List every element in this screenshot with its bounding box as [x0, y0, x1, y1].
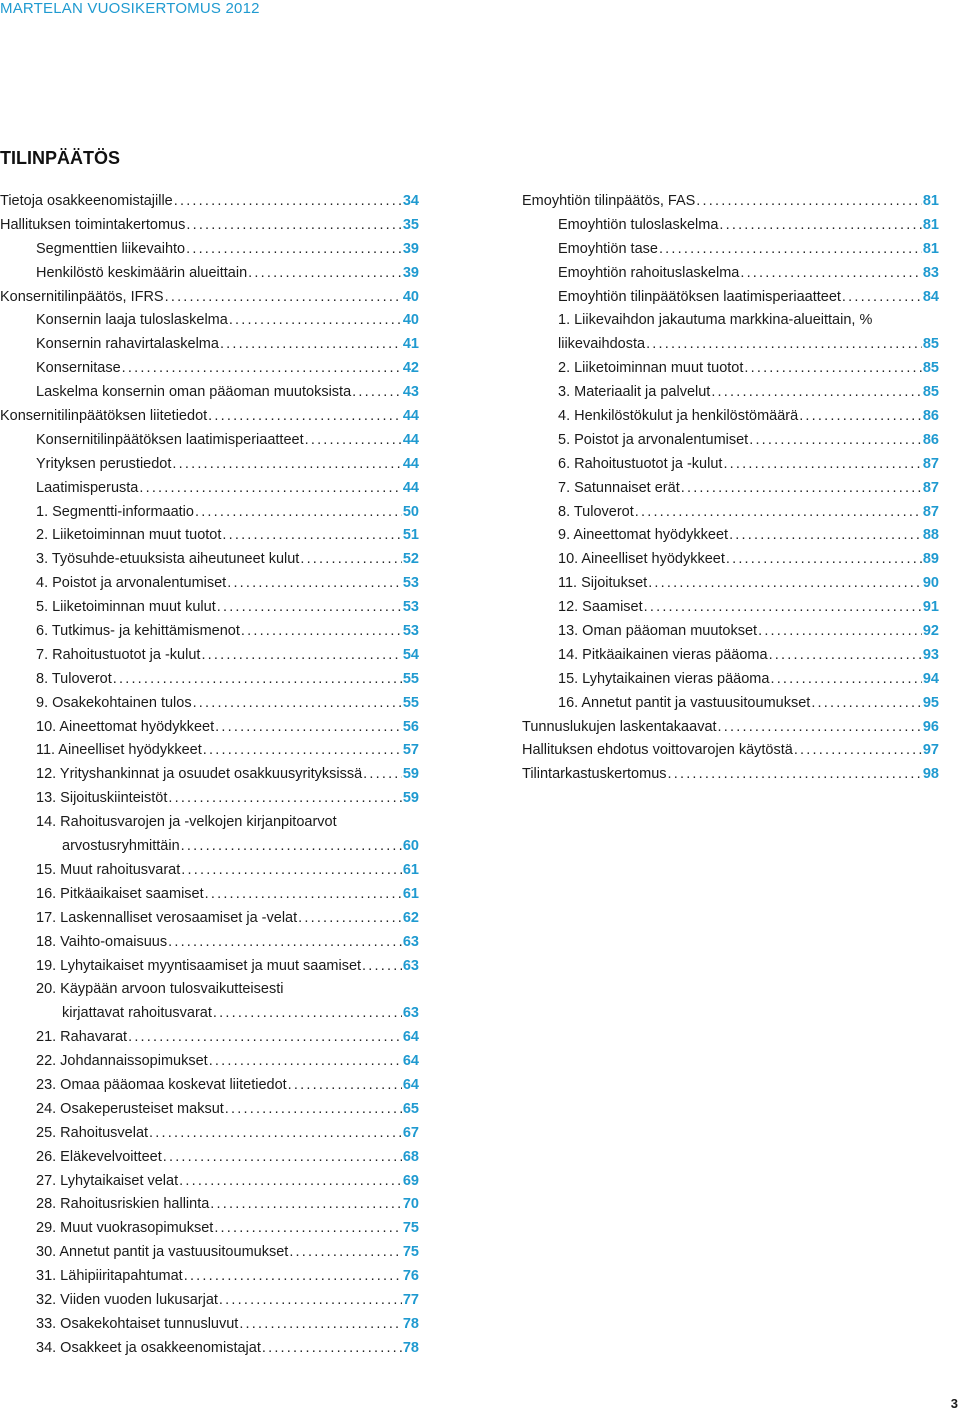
toc-entry[interactable]	[522, 575, 939, 599]
toc-entry-page: 90	[922, 575, 939, 592]
toc-entry-page: 61	[402, 861, 419, 878]
toc-entry-label: 10. Aineettomat hyödykkeet	[36, 718, 215, 735]
toc-entry-page: 43	[402, 384, 419, 401]
toc-leader-dots	[174, 193, 402, 209]
toc-entry[interactable]	[0, 623, 419, 647]
toc-entry[interactable]	[522, 695, 939, 719]
toc-leader-dots	[362, 958, 402, 974]
toc-entry[interactable]	[0, 1340, 419, 1364]
toc-entry-label: liikevaihdosta	[558, 336, 646, 353]
toc-entry[interactable]	[0, 384, 419, 408]
toc-leader-dots	[635, 504, 922, 520]
toc-entry-page: 50	[402, 503, 419, 520]
toc-leader-dots	[122, 360, 402, 376]
toc-entry-label: Hallituksen toimintakertomus	[0, 216, 186, 233]
toc-leader-dots	[298, 910, 402, 926]
toc-leader-dots	[648, 575, 922, 591]
toc-entry[interactable]	[0, 1196, 419, 1220]
toc-entry[interactable]	[0, 766, 419, 790]
toc-entry-label: 18. Vaihto-omaisuus	[36, 933, 168, 950]
toc-entry-label: 23. Omaa pääomaa koskevat liitetiedot	[36, 1076, 287, 1093]
toc-entry[interactable]	[0, 551, 419, 575]
toc-entry-label: arvostusryhmittäin	[62, 838, 180, 855]
toc-entry-page: 64	[402, 1076, 419, 1093]
toc-entry-page: 56	[402, 718, 419, 735]
toc-entry[interactable]	[0, 671, 419, 695]
toc-entry-label: 33. Osakekohtaiset tunnusluvut	[36, 1315, 239, 1332]
toc-entry-page: 86	[922, 408, 939, 425]
toc-leader-dots	[644, 599, 922, 615]
toc-entry-page: 94	[922, 670, 939, 687]
toc-entry-page: 40	[402, 312, 419, 329]
toc-entry-label: Emoyhtiön tase	[558, 240, 658, 257]
toc-entry[interactable]	[0, 910, 419, 934]
toc-leader-dots	[239, 1316, 402, 1332]
toc-entry-page: 78	[402, 1315, 419, 1332]
toc-entry-label: 4. Henkilöstökulut ja henkilöstömäärä	[558, 408, 799, 425]
toc-entry-label: Konsernitase	[36, 360, 121, 377]
toc-entry-label: 3. Työsuhde-etuuksista aiheutuneet kulut	[36, 551, 300, 568]
toc-leader-dots	[220, 336, 402, 352]
toc-entry-label: 32. Viiden vuoden lukusarjat	[36, 1291, 218, 1308]
toc-entry-label: 29. Muut vuokrasopimukset	[36, 1220, 214, 1237]
toc-leader-dots	[222, 527, 401, 543]
toc-entry[interactable]	[0, 790, 419, 814]
toc-entry-page: 97	[922, 742, 939, 759]
toc-entry[interactable]	[522, 408, 939, 432]
toc-entry[interactable]	[522, 766, 939, 790]
toc-entry-label: 10. Aineelliset hyödykkeet	[558, 551, 725, 568]
toc-entry-page: 96	[922, 718, 939, 735]
toc-entry-label: 9. Aineettomat hyödykkeet	[558, 527, 729, 544]
toc-leader-dots	[729, 527, 922, 543]
toc-entry[interactable]	[522, 623, 939, 647]
toc-leader-dots	[208, 408, 402, 424]
toc-entry-label: 1. Segmentti-informaatio	[36, 503, 194, 520]
toc-entry-label: Konsernin laaja tuloslaskelma	[36, 312, 228, 329]
toc-entry-page: 67	[402, 1124, 419, 1141]
toc-leader-dots	[203, 742, 402, 758]
toc-entry[interactable]	[0, 742, 419, 766]
toc-entry[interactable]	[0, 647, 419, 671]
report-header: MARTELAN VUOSIKERTOMUS 2012	[0, 0, 260, 17]
toc-entry[interactable]	[0, 599, 419, 623]
toc-leader-dots	[213, 1005, 402, 1021]
toc-leader-dots	[214, 1220, 402, 1236]
toc-entry[interactable]	[0, 1220, 419, 1244]
toc-entry-label: 19. Lyhytaikaiset myyntisaamiset ja muut saamiset	[36, 957, 362, 974]
toc-leader-dots	[696, 193, 922, 209]
toc-entry-label: 20. Käypään arvoon tulosvaikutteisesti	[36, 981, 284, 998]
toc-entry-page: 69	[402, 1172, 419, 1189]
toc-leader-dots	[181, 838, 402, 854]
toc-entry-page: 93	[922, 646, 939, 663]
toc-entry[interactable]	[0, 1149, 419, 1173]
toc-entry-page: 44	[402, 431, 419, 448]
toc-entry[interactable]	[522, 456, 939, 480]
toc-leader-dots	[181, 862, 402, 878]
toc-entry-label: 2. Liiketoiminnan muut tuotot	[558, 360, 744, 377]
toc-leader-dots	[139, 480, 402, 496]
toc-entry-page: 75	[402, 1244, 419, 1261]
toc-right-column	[522, 193, 939, 790]
toc-entry[interactable]	[522, 742, 939, 766]
toc-entry-page: 39	[402, 264, 419, 281]
toc-entry-page: 59	[402, 790, 419, 807]
toc-entry[interactable]	[0, 432, 419, 456]
toc-leader-dots	[300, 551, 402, 567]
toc-entry-label: Tunnuslukujen laskentakaavat	[522, 718, 717, 735]
toc-entry-page: 86	[922, 431, 939, 448]
toc-entry-page: 35	[402, 216, 419, 233]
toc-entry[interactable]	[0, 575, 419, 599]
toc-leader-dots	[744, 360, 921, 376]
toc-entry-label: 7. Rahoitustuotot ja -kulut	[36, 646, 201, 663]
toc-leader-dots	[289, 1244, 402, 1260]
toc-entry-page: 84	[922, 288, 939, 305]
toc-entry-label: 3. Materiaalit ja palvelut	[558, 384, 711, 401]
toc-entry-page: 60	[402, 838, 419, 855]
toc-entry[interactable]	[0, 981, 419, 1005]
toc-leader-dots	[149, 1125, 402, 1141]
toc-leader-dots	[184, 1268, 402, 1284]
toc-entry-label: 8. Tuloverot	[36, 670, 112, 687]
toc-entry[interactable]	[522, 360, 939, 384]
toc-leader-dots	[163, 1149, 402, 1165]
toc-entry-page: 81	[922, 193, 939, 209]
toc-entry-page: 61	[402, 885, 419, 902]
toc-entry[interactable]	[522, 336, 939, 360]
toc-leader-dots	[209, 1053, 402, 1069]
toc-entry-label: 34. Osakkeet ja osakkeenomistajat	[36, 1339, 261, 1356]
toc-leader-dots	[681, 480, 922, 496]
toc-entry-page: 41	[402, 336, 419, 353]
toc-entry-page: 53	[402, 575, 419, 592]
toc-entry[interactable]	[0, 504, 419, 528]
toc-entry-label: Konsernitilinpäätös, IFRS	[0, 288, 164, 305]
toc-entry[interactable]	[0, 1005, 419, 1029]
toc-leader-dots	[770, 671, 921, 687]
toc-entry[interactable]	[522, 312, 939, 336]
toc-entry-label: 25. Rahoitusvelat	[36, 1124, 149, 1141]
toc-entry-page: 63	[402, 933, 419, 950]
toc-leader-dots	[646, 336, 922, 352]
toc-leader-dots	[749, 432, 922, 448]
toc-entry-page: 55	[402, 694, 419, 711]
toc-entry-page: 85	[922, 384, 939, 401]
toc-entry-label: 26. Eläkevelvoitteet	[36, 1148, 162, 1165]
toc-entry[interactable]	[0, 1053, 419, 1077]
toc-entry-label: Henkilöstö keskimäärin alueittain	[36, 264, 248, 281]
toc-entry-page: 85	[922, 360, 939, 377]
toc-entry-page: 75	[402, 1220, 419, 1237]
toc-leader-dots	[186, 241, 402, 257]
toc-entry-label: 9. Osakekohtainen tulos	[36, 694, 192, 711]
toc-entry[interactable]	[0, 1244, 419, 1268]
toc-entry-label: Tilintarkastuskertomus	[522, 766, 667, 783]
toc-entry-label: Emoyhtiön rahoituslaskelma	[558, 264, 740, 281]
toc-entry[interactable]	[0, 480, 419, 504]
toc-entry-label: 16. Pitkäaikaiset saamiset	[36, 885, 204, 902]
toc-entry-page: 85	[922, 336, 939, 353]
toc-entry[interactable]	[0, 289, 419, 313]
toc-entry-page: 87	[922, 503, 939, 520]
toc-entry-label: 8. Tuloverot	[558, 503, 634, 520]
toc-leader-dots	[225, 1101, 402, 1117]
toc-entry[interactable]	[522, 504, 939, 528]
toc-leader-dots	[168, 934, 402, 950]
toc-leader-dots	[205, 886, 402, 902]
toc-entry-page: 44	[402, 479, 419, 496]
toc-entry[interactable]	[0, 527, 419, 551]
toc-entry[interactable]	[522, 217, 939, 241]
toc-entry-page: 64	[402, 1029, 419, 1046]
toc-entry-label: 6. Rahoitustuotot ja -kulut	[558, 455, 723, 472]
toc-entry[interactable]	[522, 384, 939, 408]
toc-entry-label: 17. Laskennalliset verosaamiset ja -velat	[36, 909, 298, 926]
toc-entry-label: Tietoja osakkeenomistajille	[0, 193, 173, 209]
toc-leader-dots	[219, 1292, 402, 1308]
toc-entry-label: 27. Lyhytaikaiset velat	[36, 1172, 179, 1189]
toc-entry-page: 44	[402, 455, 419, 472]
toc-entry[interactable]	[522, 289, 939, 313]
toc-entry-label: 4. Poistot ja arvonalentumiset	[36, 575, 227, 592]
toc-entry-page: 57	[402, 742, 419, 759]
toc-entry-page: 77	[402, 1291, 419, 1308]
toc-entry-label: 21. Rahavarat	[36, 1029, 128, 1046]
toc-entry[interactable]	[0, 958, 419, 982]
toc-entry-page: 98	[922, 766, 939, 783]
toc-leader-dots	[719, 217, 921, 233]
toc-entry-label: 12. Yrityshankinnat ja osuudet osakkuusyrityksissä	[36, 766, 363, 783]
toc-leader-dots	[128, 1029, 402, 1045]
toc-leader-dots	[172, 456, 401, 472]
toc-entry-page: 53	[402, 599, 419, 616]
toc-entry[interactable]	[522, 241, 939, 265]
toc-leader-dots	[217, 599, 402, 615]
toc-entry-page: 42	[402, 360, 419, 377]
toc-entry-label: 14. Rahoitusvarojen ja -velkojen kirjanpitoarvot	[36, 814, 337, 831]
toc-leader-dots	[718, 719, 922, 735]
toc-leader-dots	[794, 742, 922, 758]
toc-entry-page: 81	[922, 240, 939, 257]
toc-leader-dots	[305, 432, 402, 448]
toc-entry[interactable]	[522, 719, 939, 743]
toc-leader-dots	[659, 241, 922, 257]
toc-entry-label: 13. Oman pääoman muutokset	[558, 623, 758, 640]
toc-leader-dots	[758, 623, 922, 639]
toc-entry-label: Konsernin rahavirtalaskelma	[36, 336, 219, 353]
toc-entry-page: 76	[402, 1268, 419, 1285]
toc-entry[interactable]	[0, 456, 419, 480]
toc-entry[interactable]	[0, 1316, 419, 1340]
toc-entry-label: Yrityksen perustiedot	[36, 455, 172, 472]
toc-leader-dots	[740, 265, 922, 281]
toc-leader-dots	[215, 719, 402, 735]
toc-entry[interactable]	[0, 241, 419, 265]
toc-entry-page: 89	[922, 551, 939, 568]
toc-entry-page: 78	[402, 1339, 419, 1356]
toc-entry[interactable]	[0, 193, 419, 217]
toc-entry-label: 1. Liikevaihdon jakautuma markkina-alueittain, %	[558, 312, 873, 329]
toc-entry-label: 15. Muut rahoitusvarat	[36, 861, 181, 878]
toc-entry[interactable]	[0, 814, 419, 838]
toc-entry[interactable]	[0, 886, 419, 910]
toc-entry-page: 34	[402, 193, 419, 209]
toc-entry-page: 51	[402, 527, 419, 544]
toc-leader-dots	[723, 456, 921, 472]
toc-leader-dots	[201, 647, 401, 663]
toc-entry-page: 59	[402, 766, 419, 783]
toc-entry-label: Laatimisperusta	[36, 479, 139, 496]
toc-entry-page: 40	[402, 288, 419, 305]
toc-entry[interactable]	[522, 551, 939, 575]
toc-leader-dots	[195, 504, 402, 520]
toc-leader-dots	[168, 790, 401, 806]
toc-leader-dots	[227, 575, 402, 591]
toc-leader-dots	[811, 695, 922, 711]
toc-entry[interactable]	[0, 1125, 419, 1149]
toc-entry-label: Konsernitilinpäätöksen laatimisperiaatteet	[36, 431, 304, 448]
toc-entry[interactable]	[522, 480, 939, 504]
toc-entry-page: 88	[922, 527, 939, 544]
toc-entry-label: Emoyhtiön tilinpäätös, FAS	[522, 193, 696, 209]
toc-entry-page: 91	[922, 599, 939, 616]
toc-entry-label: Segmenttien liikevaihto	[36, 240, 186, 257]
toc-entry-label: 22. Johdannaissopimukset	[36, 1053, 208, 1070]
toc-entry[interactable]	[0, 838, 419, 862]
page-number: 3	[950, 1396, 958, 1411]
toc-entry-page: 62	[402, 909, 419, 926]
toc-entry[interactable]	[0, 1029, 419, 1053]
toc-entry[interactable]	[522, 647, 939, 671]
toc-leader-dots	[165, 289, 402, 305]
toc-leader-dots	[229, 312, 402, 328]
toc-entry[interactable]	[522, 599, 939, 623]
toc-entry-page: 87	[922, 455, 939, 472]
toc-entry-page: 39	[402, 240, 419, 257]
toc-entry-page: 87	[922, 479, 939, 496]
toc-leader-dots	[799, 408, 922, 424]
toc-entry[interactable]	[522, 527, 939, 551]
toc-entry-page: 54	[402, 646, 419, 663]
toc-leader-dots	[769, 647, 922, 663]
toc-entry-label: Konsernitilinpäätöksen liitetiedot	[0, 408, 208, 425]
toc-entry-label: 7. Satunnaiset erät	[558, 479, 680, 496]
toc-entry-label: 11. Aineelliset hyödykkeet	[36, 742, 202, 759]
toc-entry-label: 11. Sijoitukset	[558, 575, 648, 592]
toc-entry[interactable]	[0, 360, 419, 384]
toc-entry-label: 2. Liiketoiminnan muut tuotot	[36, 527, 222, 544]
toc-leader-dots	[179, 1173, 402, 1189]
toc-entry-label: 13. Sijoituskiinteistöt	[36, 790, 168, 807]
toc-entry[interactable]	[0, 1077, 419, 1101]
toc-entry-label: kirjattavat rahoitusvarat	[62, 1005, 212, 1022]
toc-entry-page: 95	[922, 694, 939, 711]
toc-entry-page: 53	[402, 623, 419, 640]
toc-entry-label: 28. Rahoitusriskien hallinta	[36, 1196, 210, 1213]
toc-entry-label: 6. Tutkimus- ja kehittämismenot	[36, 623, 240, 640]
toc-entry[interactable]	[0, 1268, 419, 1292]
toc-leader-dots	[363, 766, 402, 782]
toc-entry-page: 63	[402, 957, 419, 974]
toc-entry[interactable]	[0, 695, 419, 719]
toc-leader-dots	[288, 1077, 402, 1093]
toc-entry-page: 55	[402, 670, 419, 687]
toc-entry-label: 16. Annetut pantit ja vastuusitoumukset	[558, 694, 811, 711]
toc-entry-label: 24. Osakeperusteiset maksut	[36, 1100, 224, 1117]
toc-entry-label: 14. Pitkäaikainen vieras pääoma	[558, 646, 768, 663]
toc-leader-dots	[193, 695, 402, 711]
toc-leader-dots	[186, 217, 402, 233]
toc-leader-dots	[726, 551, 922, 567]
toc-entry-label: Hallituksen ehdotus voittovarojen käytöstä	[522, 742, 793, 759]
toc-leader-dots	[668, 766, 922, 782]
toc-leader-dots	[210, 1196, 402, 1212]
toc-entry-page: 81	[922, 216, 939, 233]
toc-leader-dots	[113, 671, 402, 687]
toc-entry-page: 44	[402, 408, 419, 425]
toc-entry[interactable]	[0, 312, 419, 336]
toc-leader-dots	[262, 1340, 402, 1356]
toc-entry-label: 5. Poistot ja arvonalentumiset	[558, 431, 749, 448]
toc-leader-dots	[352, 384, 402, 400]
toc-leader-dots	[248, 265, 402, 281]
toc-leader-dots	[711, 384, 922, 400]
toc-entry[interactable]	[522, 265, 939, 289]
toc-entry-label: 30. Annetut pantit ja vastuusitoumukset	[36, 1244, 289, 1261]
toc-entry-label: 15. Lyhytaikainen vieras pääoma	[558, 670, 770, 687]
toc-leader-dots	[842, 289, 922, 305]
toc-entry-label: 5. Liiketoiminnan muut kulut	[36, 599, 216, 616]
toc-entry[interactable]	[0, 336, 419, 360]
toc-entry[interactable]	[0, 265, 419, 289]
toc-entry[interactable]	[522, 193, 939, 217]
toc-entry-page: 68	[402, 1148, 419, 1165]
toc-entry[interactable]	[0, 408, 419, 432]
section-title: TILINPÄÄTÖS	[0, 148, 120, 168]
toc-entry[interactable]	[0, 1292, 419, 1316]
toc-entry[interactable]	[0, 1173, 419, 1197]
toc-entry[interactable]	[0, 862, 419, 886]
toc-leader-dots	[241, 623, 402, 639]
toc-left-column	[0, 193, 419, 1364]
toc-entry[interactable]	[0, 1101, 419, 1125]
toc-entry-label: Emoyhtiön tilinpäätöksen laatimisperiaatteet	[558, 288, 841, 305]
toc-entry[interactable]	[522, 671, 939, 695]
toc-entry[interactable]	[0, 217, 419, 241]
toc-entry-label: 31. Lähipiiritapahtumat	[36, 1268, 183, 1285]
toc-entry-label: 12. Saamiset	[558, 599, 643, 616]
toc-entry-page: 63	[402, 1005, 419, 1022]
toc-entry[interactable]	[0, 934, 419, 958]
toc-entry-page: 64	[402, 1053, 419, 1070]
toc-entry-page: 70	[402, 1196, 419, 1213]
toc-entry[interactable]	[522, 432, 939, 456]
toc-entry-label: Emoyhtiön tuloslaskelma	[558, 216, 719, 233]
toc-entry-page: 52	[402, 551, 419, 568]
toc-entry-page: 83	[922, 264, 939, 281]
toc-entry-page: 92	[922, 623, 939, 640]
toc-entry[interactable]	[0, 719, 419, 743]
toc-entry-page: 65	[402, 1100, 419, 1117]
toc-entry-label: Laskelma konsernin oman pääoman muutoksista	[36, 384, 352, 401]
